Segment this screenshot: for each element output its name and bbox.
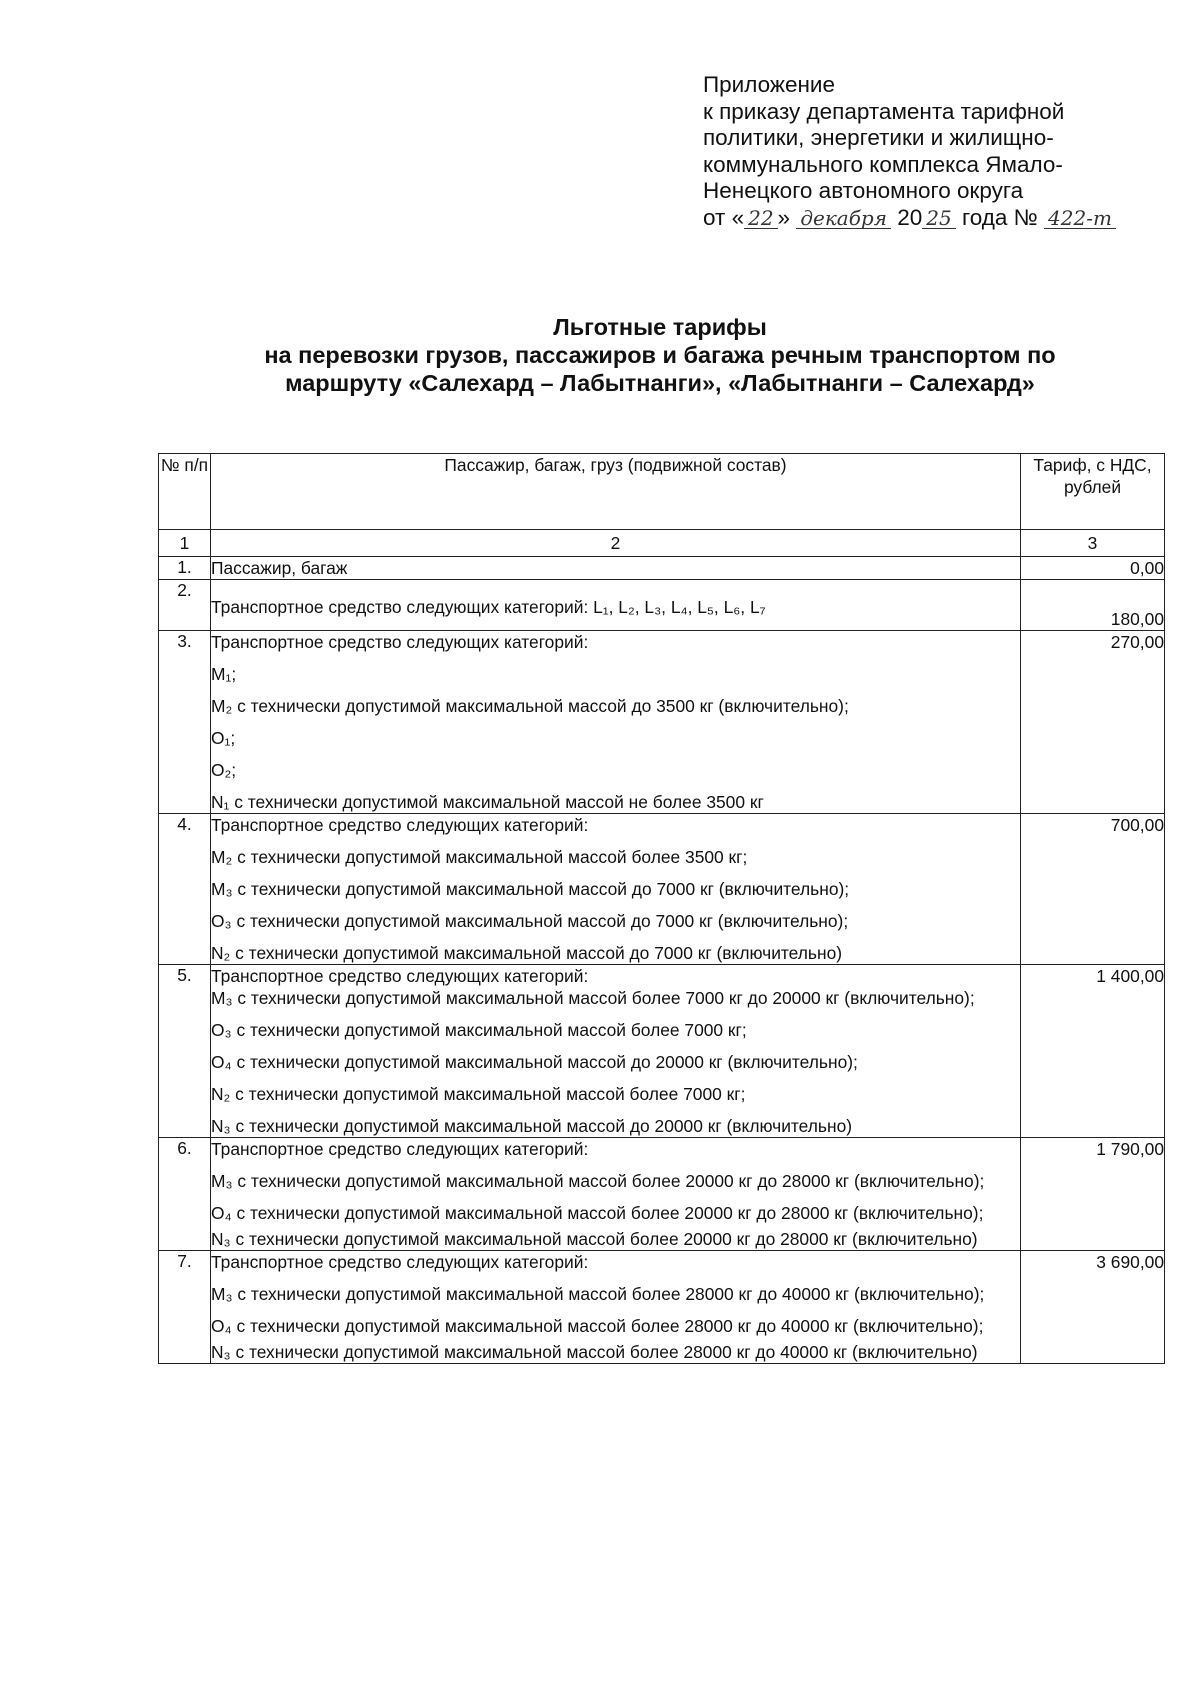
row-entry: N₂ с технически допустимой максимальной массой более 7000 кг; [211,1084,746,1104]
row-entry: O₁; [211,728,236,748]
row-number: 5. [159,965,211,1138]
row-description [211,1138,1021,1251]
table-row [159,631,1165,814]
row-entry: M₁; [211,664,237,684]
column-number: 1 [159,530,211,557]
table-row [159,557,1165,580]
table-header-row [159,454,1165,530]
handwritten-year: 25 [922,208,955,229]
date-year-prefix: 20 [897,204,923,230]
column-numbers-row [159,530,1165,557]
row-entry: N₂ с технически допустимой максимальной массой до 7000 кг (включительно) [211,943,843,963]
title-line: маршруту «Салехард – Лабытнанги», «Лабытнанги – Салехард» [285,370,1035,396]
column-number: 2 [211,530,1021,557]
header-num: № п/п [159,454,211,530]
row-number: 7. [159,1251,211,1364]
header-name: Пассажир, багаж, груз (подвижной состав) [211,454,1021,530]
row-price: 1 400,00 [1021,965,1165,1138]
date-suffix: года № [961,204,1038,230]
row-entry: M₃ с технически допустимой максимальной массой более 28000 кг до 40000 кг (включительно); [211,1284,985,1304]
row-entry: M₃ с технически допустимой максимальной массой более 7000 кг до 20000 кг (включительно); [211,988,975,1008]
row-price: 180,00 [1021,580,1165,631]
tariff-table [158,453,1165,1364]
row-entry: Транспортное средство следующих категорий: L₁, L₂, L₃, L₄, L₅, L₆, L₇ [211,597,766,617]
row-entry: Транспортное средство следующих категорий: [211,966,589,986]
row-entry: N₃ с технически допустимой максимальной массой до 20000 кг (включительно) [211,1116,853,1136]
appendix-line: Ненецкого автономного округа [703,178,1024,203]
handwritten-order-number: 422-т [1044,208,1116,229]
title-line: на перевозки грузов, пассажиров и багажа речным транспортом по [264,342,1056,368]
row-entry: Транспортное средство следующих категорий: [211,632,589,652]
table-row [159,1251,1165,1364]
table-row [159,1138,1165,1251]
row-entry: N₁ с технически допустимой максимальной массой не более 3500 кг [211,792,764,812]
row-entry: O₃ с технически допустимой максимальной массой более 7000 кг; [211,1020,747,1040]
row-number: 2. [159,580,211,631]
row-description [211,580,1021,631]
row-entry: N₃ с технически допустимой максимальной массой более 20000 кг до 28000 кг (включительно) [211,1229,978,1249]
row-entry: Транспортное средство следующих категорий: [211,1139,589,1159]
row-number: 1. [159,557,211,580]
row-price: 270,00 [1021,631,1165,814]
document-title [150,313,1170,397]
row-entry: O₄ с технически допустимой максимальной массой более 28000 кг до 40000 кг (включительно); [211,1316,984,1336]
table-row [159,580,1165,631]
row-description [211,814,1021,965]
row-description [211,1251,1021,1364]
row-entry: Пассажир, багаж [211,558,348,578]
row-entry: O₄ с технически допустимой максимальной массой до 20000 кг (включительно); [211,1052,858,1072]
row-price: 0,00 [1021,557,1165,580]
table-row [159,814,1165,965]
row-entry: O₂; [211,760,237,780]
row-entry: M₂ с технически допустимой максимальной массой до 3500 кг (включительно); [211,696,849,716]
title-line: Льготные тарифы [553,314,767,340]
row-entry: O₃ с технически допустимой максимальной массой до 7000 кг (включительно); [211,911,849,931]
row-entry: N₃ с технически допустимой максимальной массой более 28000 кг до 40000 кг (включительно) [211,1342,978,1362]
appendix-date-line [703,205,1143,232]
handwritten-day: 22 [744,208,777,229]
row-entry: M₃ с технически допустимой максимальной массой более 20000 кг до 28000 кг (включительно); [211,1171,985,1191]
row-entry: M₃ с технически допустимой максимальной массой до 7000 кг (включительно); [211,879,850,899]
appendix-block [703,72,1143,231]
row-price: 700,00 [1021,814,1165,965]
row-entry: M₂ с технически допустимой максимальной массой более 3500 кг; [211,847,748,867]
row-entry: Транспортное средство следующих категорий: [211,1252,589,1272]
row-number: 6. [159,1138,211,1251]
row-price: 3 690,00 [1021,1251,1165,1364]
header-price: Тариф, с НДС, рублей [1021,454,1165,530]
row-entry: Транспортное средство следующих категорий: [211,815,589,835]
date-prefix: от « [703,204,745,230]
date-mid: » [777,204,791,230]
appendix-line: коммунального комплекса Ямало- [703,151,1063,177]
row-number: 4. [159,814,211,965]
appendix-line: к приказу департамента тарифной [703,98,1065,124]
handwritten-month: декабря [796,208,891,229]
row-number: 3. [159,631,211,814]
appendix-line: политики, энергетики и жилищно- [703,125,1054,150]
appendix-line: Приложение [703,72,835,97]
row-price: 1 790,00 [1021,1138,1165,1251]
row-description [211,965,1021,1138]
row-description [211,557,1021,580]
row-description [211,631,1021,814]
row-entry: O₄ с технически допустимой максимальной массой более 20000 кг до 28000 кг (включительно); [211,1203,984,1223]
table-row [159,965,1165,1138]
column-number: 3 [1021,530,1165,557]
